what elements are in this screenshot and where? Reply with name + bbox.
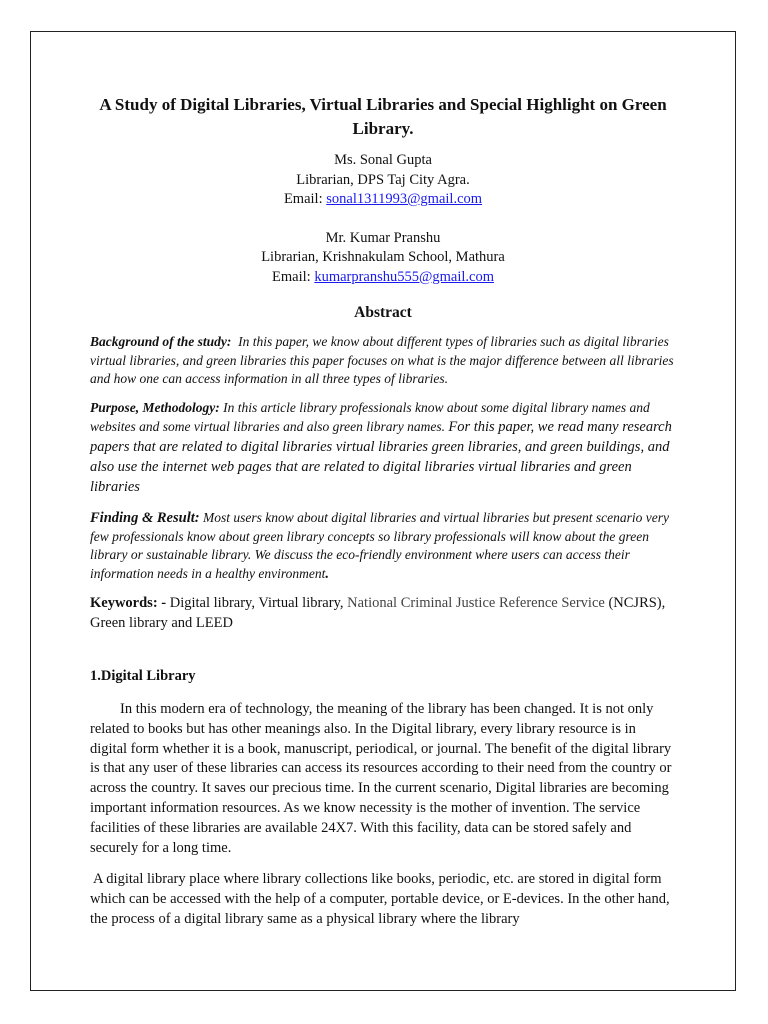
email-link[interactable]: kumarpranshu555@gmail.com [314, 268, 494, 285]
author-affiliation: Librarian, DPS Taj City Agra. [296, 171, 470, 188]
author-name: Mr. Kumar Pranshu [325, 229, 441, 246]
abstract-finding [90, 509, 676, 583]
email-link[interactable]: sonal1311993@gmail.com [326, 191, 483, 207]
email-label: Email: [283, 191, 327, 207]
abstract-background [90, 333, 676, 389]
keywords [90, 594, 676, 633]
finding-label: Finding & Result: [90, 510, 200, 526]
background-text: In this paper, we know about different types of libraries such as digital libraries virtual libraries, and green libraries this paper focuses on what is the major difference between all libraries and how one can access information in all three types of libraries. [90, 334, 674, 386]
purpose-label: Purpose, Methodology: [90, 399, 220, 415]
author-name: Ms. Sonal Gupta [334, 152, 432, 168]
finding-text: Most users know about digital libraries and virtual libraries but present scenario very few professionals know about green library concepts so library professionals will know about the green library or sustainable library. We discuss the eco-friendly environment where users can access their information needs in a healthy environment [90, 510, 669, 581]
abstract-heading: Abstract [354, 304, 412, 321]
author-email-line [90, 190, 676, 210]
abstract-purpose [90, 399, 676, 498]
keywords-label: Keywords: - [90, 595, 167, 611]
body-paragraph-2: A digital library place where library collections like books, periodic, etc. are stored in digital form which can be accessed with the help of a computer, portable device, or E-devices. In the other hand, the process of a digital library same as a physical library where the library [90, 871, 670, 927]
body-paragraph-1: In this modern era of technology, the meaning of the library has been changed. It is not only related to books but has other meanings also. In the Digital library, every library resource is in digital form whether it is a book, manuscript, periodical, or journal. The benefit of the digital library is that any user of these libraries can access its resources according to their need from the country or across the country. It saves our precious time. In the current scenario, Digital libraries are becoming important information resources. As we know necessity is the mother of invention. The service facilities of these libraries are available 24X7. With this facility, data can be stored safely and securely for a long time. [90, 701, 672, 856]
author-affiliation: Librarian, Krishnakulam School, Mathura [261, 249, 505, 265]
keywords-text-ncjrs: National Criminal Justice Reference Service [347, 595, 605, 611]
author-block-2 [90, 229, 676, 288]
keywords-text: Digital library, Virtual library, [169, 595, 344, 611]
background-label: Background of the study: [90, 334, 232, 349]
author-email-line [90, 268, 676, 288]
keywords-text-end: (NCJRS), Green library and LEED [90, 595, 666, 631]
purpose-text: In this article library professionals know about some digital library names and websites and some virtual libraries and also green library names. [90, 399, 650, 434]
purpose-text-large: For this paper, we read many research papers that are related to digital libraries virtual libraries green libraries, and green buildings, and also use the internet web pages that are related to digital libraries virtual libraries and green libraries [90, 419, 672, 495]
section-heading: 1.Digital Library [90, 668, 196, 684]
finding-end: . [325, 565, 329, 582]
document-content [90, 93, 676, 930]
paper-title: A Study of Digital Libraries, Virtual Libraries and Special Highlight on Green Library. [99, 95, 667, 138]
author-block-1 [90, 151, 676, 210]
email-label: Email: [272, 268, 315, 285]
